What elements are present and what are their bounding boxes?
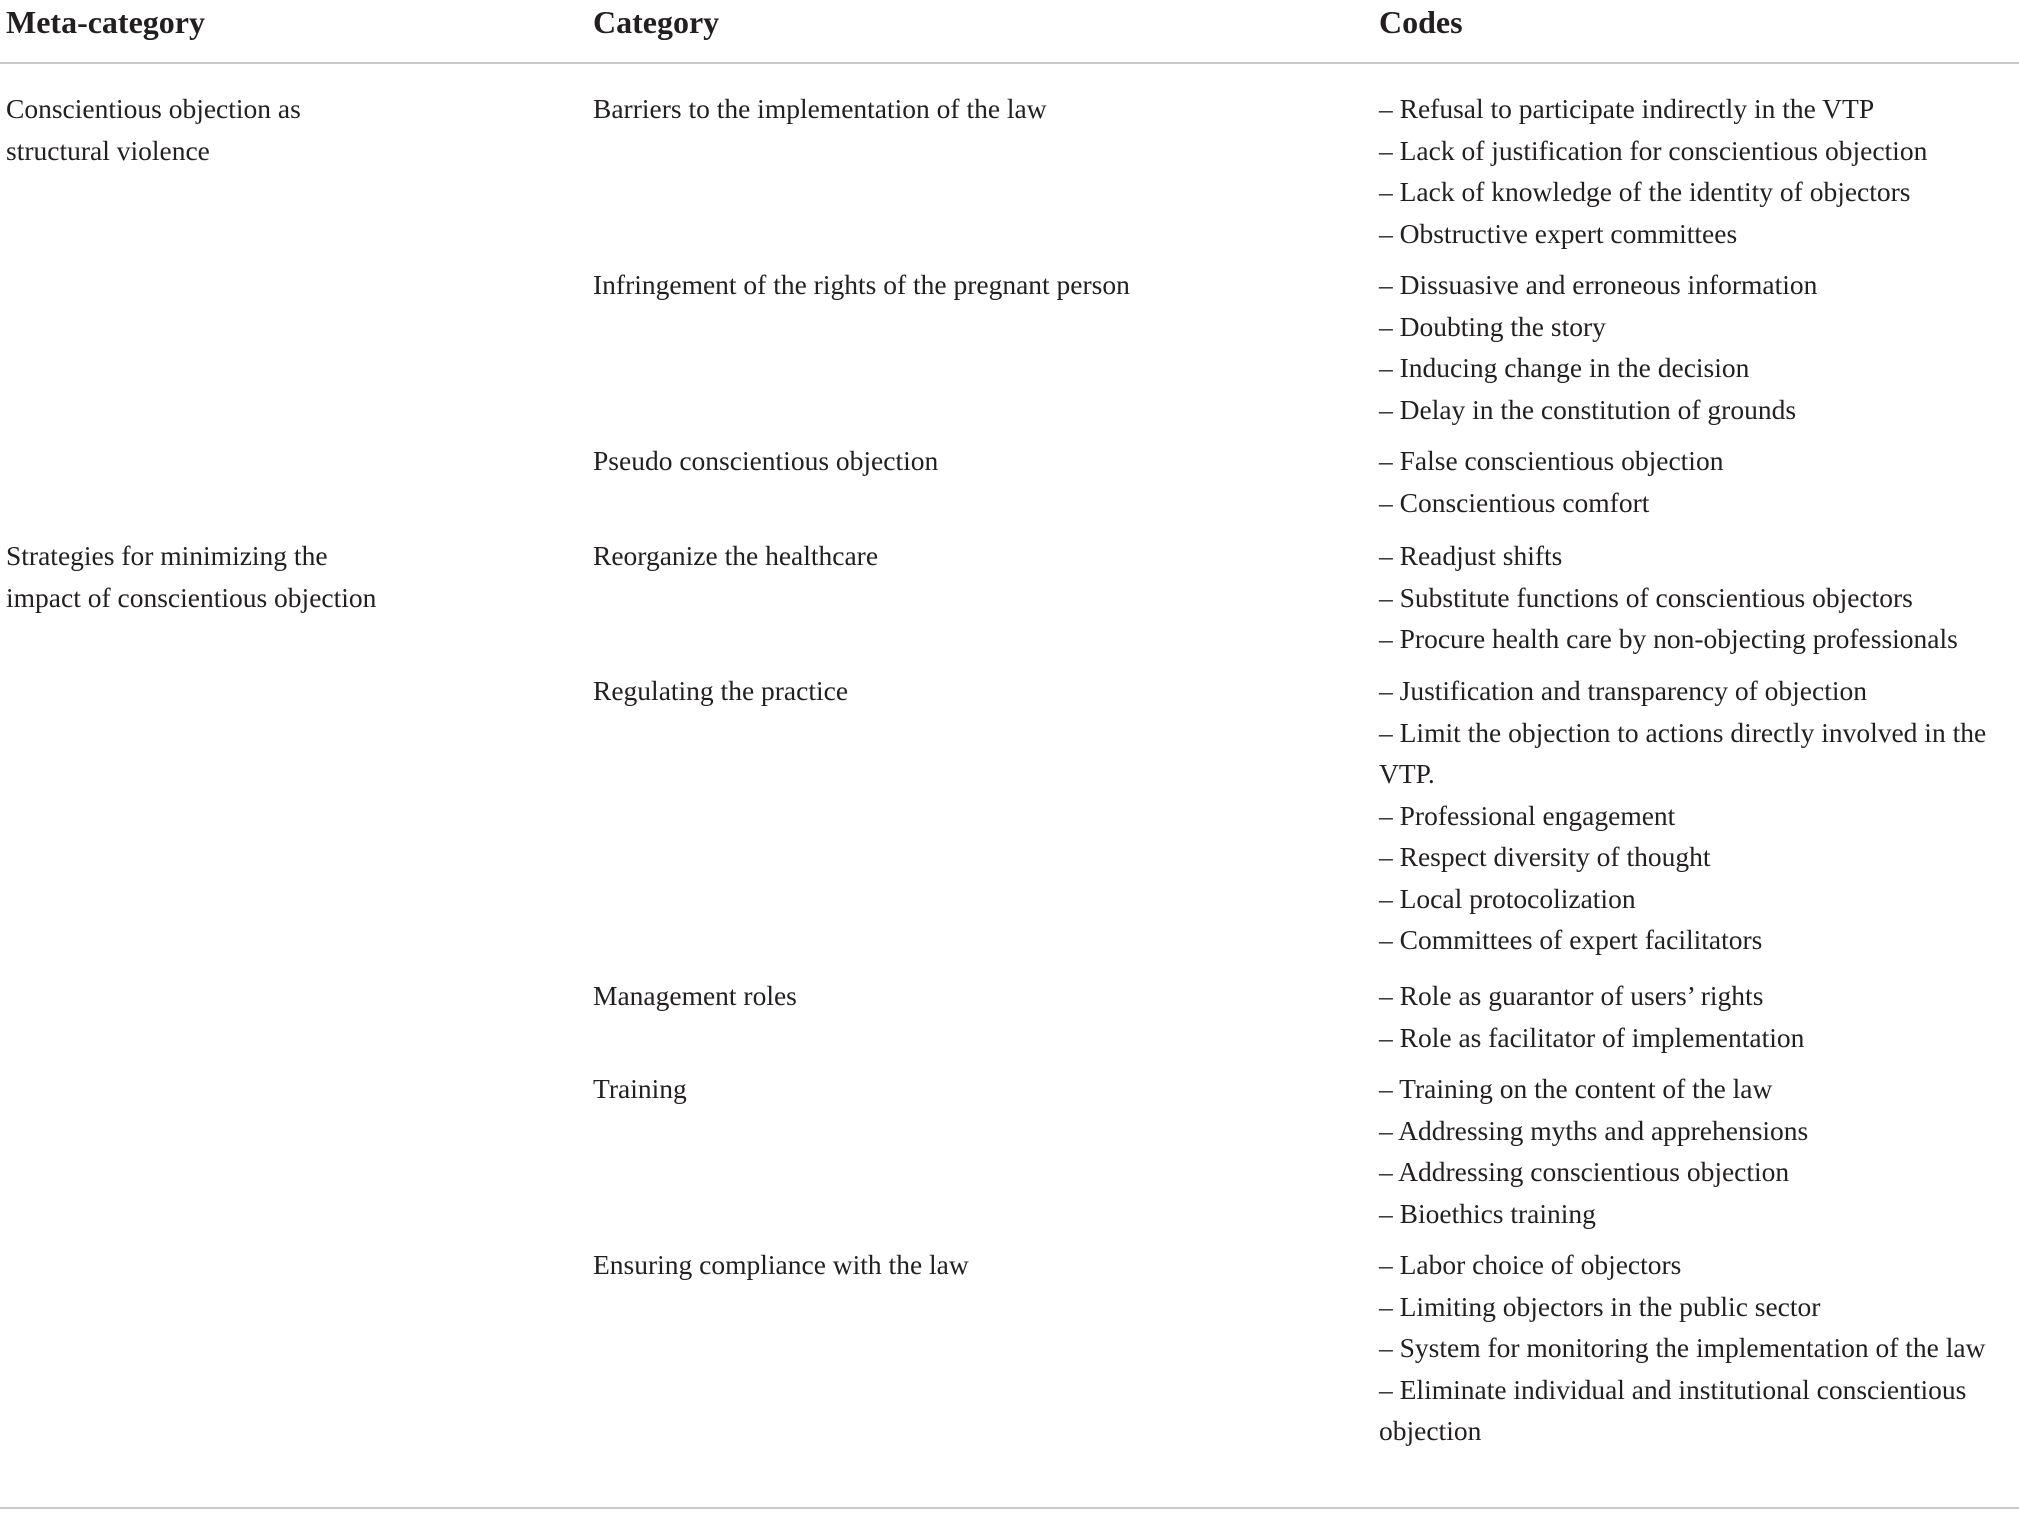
table-header	[0, 0, 2019, 62]
meta-category-structural-violence: Conscientious objection as structural violence	[6, 93, 301, 166]
codes-list	[1379, 440, 2019, 523]
codes-list	[1379, 264, 2019, 430]
codes-list	[1379, 1068, 2019, 1234]
meta-category-header: Meta-category	[6, 4, 205, 40]
category-cell: Reorganize the healthcare	[593, 540, 879, 571]
code-item: – Professional engagement	[1379, 799, 1676, 831]
code-item: – Addressing myths and apprehensions	[1379, 1114, 1809, 1146]
code-item: – Committees of expert facilitators	[1379, 924, 1763, 955]
category-cell: Training	[593, 1073, 687, 1104]
code-item: – Limiting objectors in the public sector	[1379, 1290, 1821, 1322]
code-item: – Doubting the story	[1379, 310, 1606, 342]
codes-list	[1379, 88, 2019, 254]
category-cell: Ensuring compliance with the law	[593, 1249, 969, 1280]
code-item: – Local protocolization	[1379, 882, 1636, 914]
code-item: – Procure health care by non-objecting professionals	[1379, 623, 1958, 654]
code-item: – System for monitoring the implementation of the law	[1379, 1332, 1986, 1363]
code-item: – Lack of knowledge of the identity of objectors	[1379, 176, 1911, 207]
code-item: – Conscientious comfort	[1379, 486, 1650, 518]
code-item: – Eliminate individual and institutional conscientious objection	[1379, 1373, 1967, 1446]
code-item: – Dissuasive and erroneous information	[1379, 269, 1818, 300]
code-item: – Labor choice of objectors	[1379, 1249, 1682, 1280]
code-item: – Substitute functions of conscientious objectors	[1379, 581, 1913, 613]
codes-list	[1379, 975, 2019, 1058]
category-header: Category	[593, 4, 720, 40]
code-item: – Bioethics training	[1379, 1197, 1596, 1229]
code-item: – Justification and transparency of objection	[1379, 675, 1867, 706]
codes-list	[1379, 670, 1994, 961]
category-cell: Management roles	[593, 980, 797, 1011]
codes-list	[1379, 1244, 2019, 1452]
category-cell: Pseudo conscientious objection	[593, 445, 939, 476]
table-bottom-rule	[0, 1507, 2019, 1509]
category-cell: Barriers to the implementation of the law	[593, 93, 1047, 124]
code-item: – Obstructive expert committees	[1379, 217, 1738, 249]
category-cell: Infringement of the rights of the pregnant person	[593, 269, 1130, 300]
code-item: – Refusal to participate indirectly in the VTP	[1379, 93, 1875, 124]
code-item: – Inducing change in the decision	[1379, 352, 1750, 383]
code-item: – Role as guarantor of users’ rights	[1379, 980, 1764, 1011]
code-item: – Lack of justification for conscientious objection	[1379, 134, 1928, 166]
header-divider	[0, 62, 2019, 64]
code-item: – Addressing conscientious objection	[1379, 1156, 1790, 1187]
codes-list	[1379, 535, 2019, 660]
code-item: – Limit the objection to actions directly involved in the VTP.	[1379, 716, 1987, 789]
code-item: – Training on the content of the law	[1379, 1073, 1773, 1104]
code-item: – Readjust shifts	[1379, 540, 1563, 571]
code-item: – False conscientious objection	[1379, 445, 1724, 476]
code-item: – Delay in the constitution of grounds	[1379, 393, 1797, 425]
code-item: – Role as facilitator of implementation	[1379, 1021, 1805, 1053]
code-item: – Respect diversity of thought	[1379, 841, 1711, 872]
codes-header: Codes	[1379, 4, 1463, 40]
meta-category-strategies: Strategies for minimizing the impact of conscientious objection	[6, 540, 377, 613]
category-cell: Regulating the practice	[593, 675, 849, 706]
